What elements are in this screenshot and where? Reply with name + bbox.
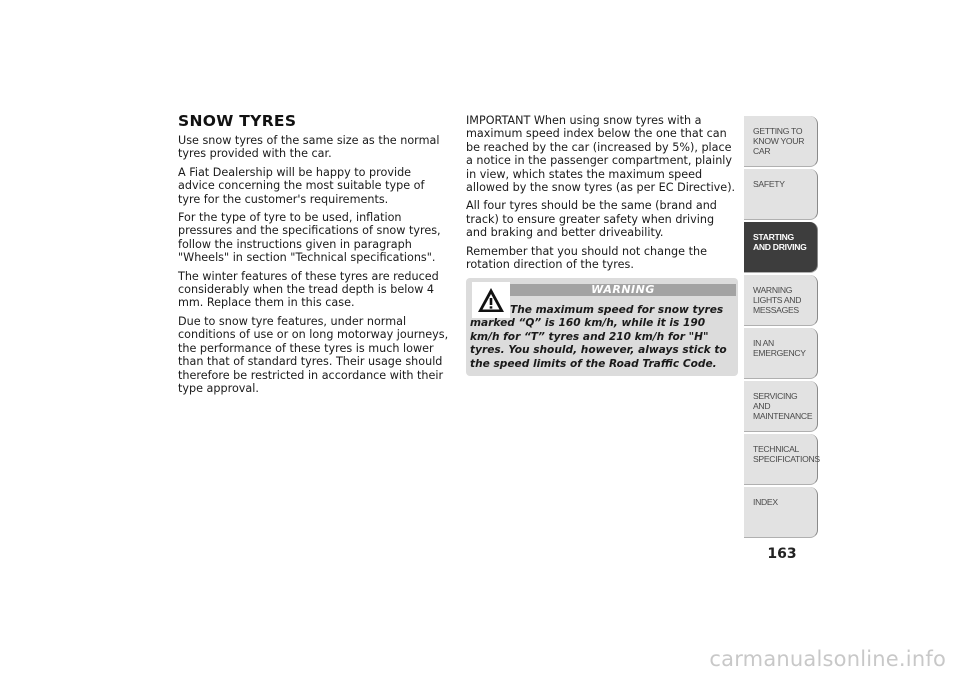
paragraph: IMPORTANT When using snow tyres with a maximum speed index below the one that can be reached by the car (increased by 5%), place a notice in the passenger compartment, plainly in view, which states the maximum speed allowed by the snow tyres (as per EC Directive). (466, 114, 736, 195)
tab-starting-and-driving[interactable]: STARTING AND DRIVING (744, 222, 818, 273)
tab-warning-lights-and-messages[interactable]: WARNING LIGHTS AND MESSAGES (744, 275, 818, 326)
right-column (466, 114, 738, 276)
warning-text: The maximum speed for snow tyres marked “Q” is 160 km/h, while it is 190 km/h for “T” tyres and 210 km/h for "H" tyres. You should, however, always stick to the speed limits of the Road Traffic Code. (470, 304, 727, 370)
paragraph: Use snow tyres of the same size as the normal tyres provided with the car. (178, 134, 440, 161)
tab-in-an-emergency[interactable]: IN AN EMERGENCY (744, 328, 818, 379)
section-tabs (744, 116, 818, 540)
left-column (178, 112, 450, 400)
tab-servicing-and-maintenance[interactable]: SERVICING AND MAINTENANCE (744, 381, 818, 432)
paragraph: Remember that you should not change the rotation direction of the tyres. (466, 244, 707, 272)
tab-index[interactable]: INDEX (744, 487, 818, 538)
paragraph: Due to snow tyre features, under normal conditions of use or on long motorway journeys, the performance of these tyres is much lower than that of standard tyres. Their usage should therefore be restricted in accordance with their type approval. (178, 314, 449, 395)
paragraph: A Fiat Dealership will be happy to provide advice concerning the most suitable type of tyre for the customer's requirements. (178, 165, 425, 206)
tab-safety[interactable]: SAFETY (744, 169, 818, 220)
paragraph: All four tyres should be the same (brand and track) to ensure greater safety when driving and braking and better driveability. (466, 199, 717, 240)
tab-getting-to-know-your-car[interactable]: GETTING TO KNOW YOUR CAR (744, 116, 818, 167)
warning-header: WARNING (510, 284, 736, 296)
watermark: carmanualsonline.info (709, 647, 946, 671)
warning-box (466, 278, 738, 376)
paragraph: For the type of tyre to be used, inflation pressures and the specifications of snow tyres, follow the instructions given in paragraph "Wheels" in section "Technical specifications". (178, 211, 441, 265)
page-number: 163 (767, 546, 797, 562)
section-title: SNOW TYRES (178, 112, 297, 130)
tab-technical-specifications[interactable]: TECHNICAL SPECIFICATIONS (744, 434, 818, 485)
paragraph: The winter features of these tyres are reduced considerably when the tread depth is below 4 mm. Replace them in this case. (178, 269, 439, 310)
